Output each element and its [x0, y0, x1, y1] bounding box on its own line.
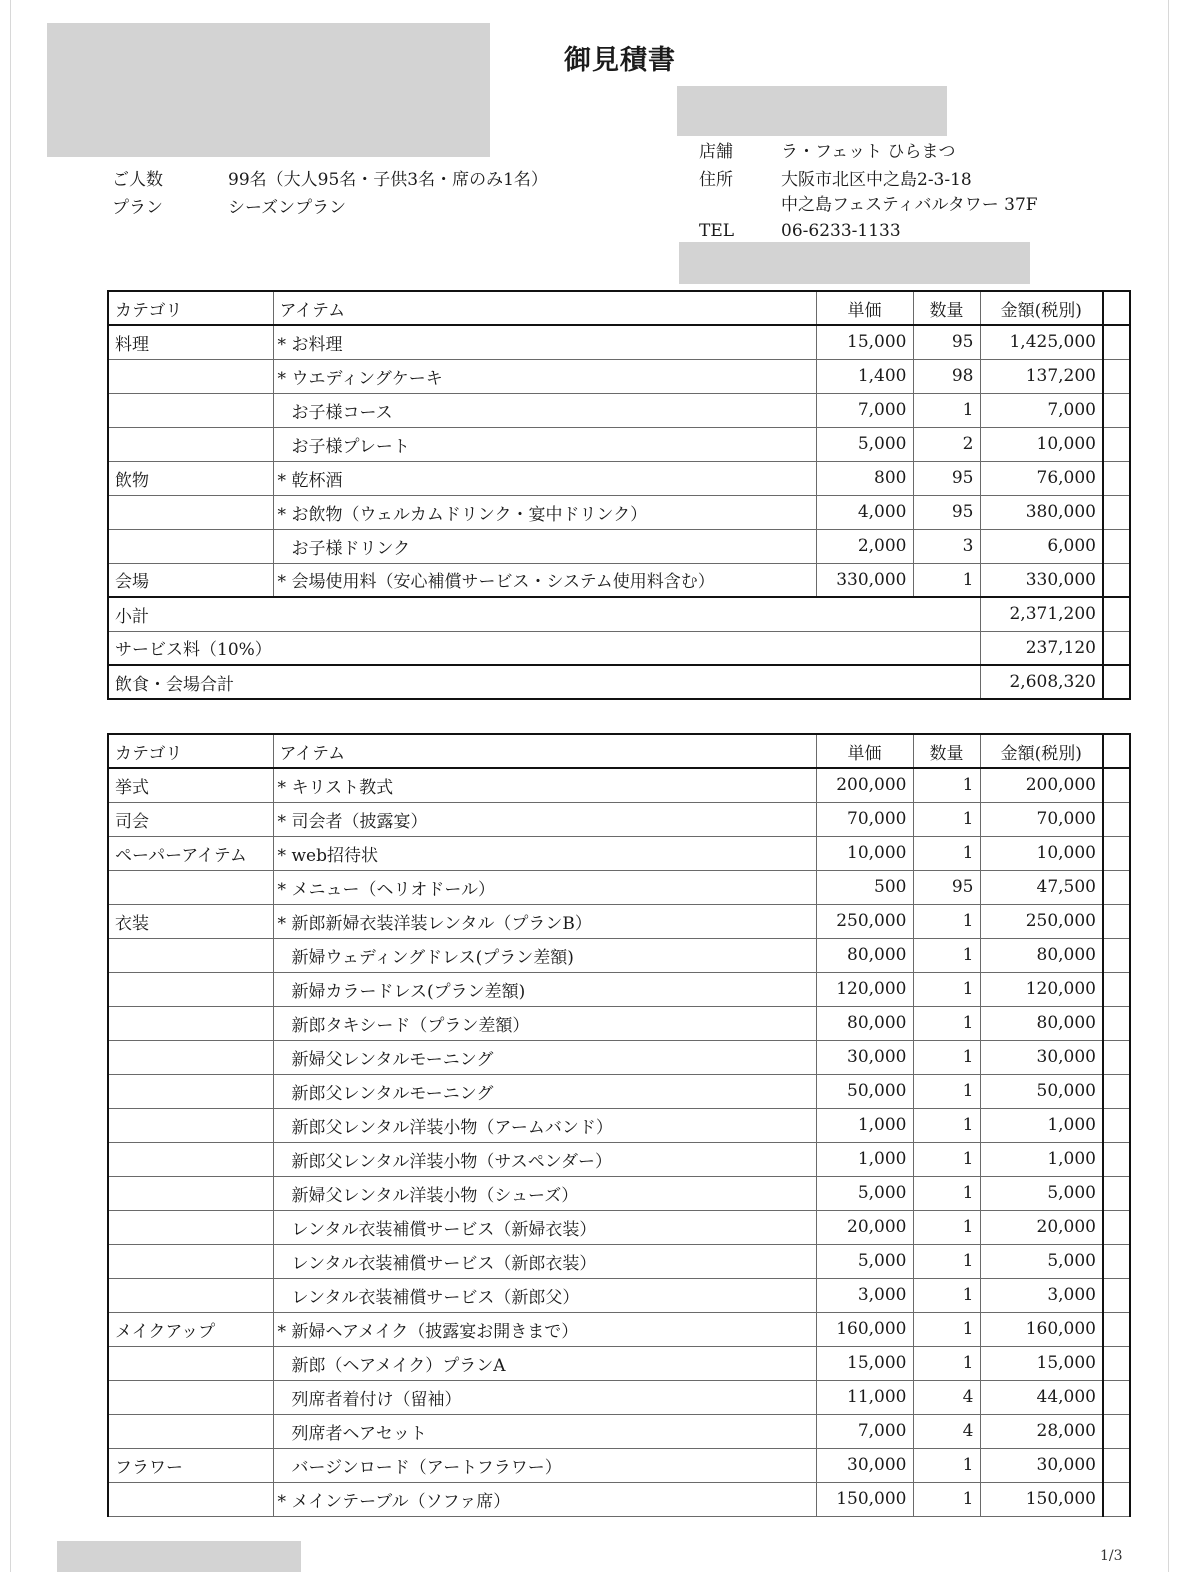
item-name: 新郎（ヘアメイク）プランA [291, 1355, 506, 1376]
table-row [108, 1142, 1130, 1176]
header-amount: 金額(税別) [980, 291, 1103, 325]
row-amount: 20,000 [980, 1210, 1103, 1244]
table-row [108, 1210, 1130, 1244]
row-amount: 1,425,000 [980, 325, 1103, 359]
required-mark: * [277, 572, 286, 593]
food-venue-total-row [108, 665, 1130, 699]
required-mark: * [277, 879, 286, 900]
item-name: 列席者着付け（留袖） [291, 1389, 462, 1410]
row-category [108, 1142, 273, 1176]
row-qty: 1 [913, 1448, 980, 1482]
row-category [108, 1006, 273, 1040]
row-item [273, 768, 816, 802]
row-unit-price: 15,000 [816, 325, 913, 359]
row-item [273, 563, 816, 597]
item-name: 列席者ヘアセット [291, 1423, 427, 1444]
row-qty: 1 [913, 393, 980, 427]
row-qty: 1 [913, 1108, 980, 1142]
row-item [273, 461, 816, 495]
row-item [273, 1482, 816, 1516]
required-mark: * [277, 1491, 286, 1512]
row-category: 司会 [108, 802, 273, 836]
row-extra [1103, 1414, 1130, 1448]
row-extra [1103, 1278, 1130, 1312]
item-name: 新郎新婦衣装洋装レンタル（プランB） [291, 913, 592, 934]
page-number: 1/3 [1100, 1548, 1123, 1564]
row-unit-price: 30,000 [816, 1448, 913, 1482]
item-name: レンタル衣装補償サービス（新郎衣装） [291, 1253, 597, 1274]
row-category [108, 359, 273, 393]
row-unit-price: 7,000 [816, 393, 913, 427]
row-item [273, 1312, 816, 1346]
row-amount: 30,000 [980, 1448, 1103, 1482]
row-extra [1103, 1380, 1130, 1414]
row-extra [1103, 1210, 1130, 1244]
row-category: 料理 [108, 325, 273, 359]
row-amount: 80,000 [980, 1006, 1103, 1040]
row-item [273, 393, 816, 427]
table-row [108, 802, 1130, 836]
plan-label: プラン [112, 198, 163, 218]
row-qty: 4 [913, 1380, 980, 1414]
row-unit-price: 500 [816, 870, 913, 904]
row-extra [1103, 938, 1130, 972]
row-amount: 7,000 [980, 393, 1103, 427]
row-amount: 200,000 [980, 768, 1103, 802]
row-category [108, 1210, 273, 1244]
item-name: キリスト教式 [291, 777, 394, 798]
row-qty: 1 [913, 1312, 980, 1346]
required-mark: * [277, 470, 286, 491]
row-item [273, 529, 816, 563]
item-name: 新婦ウェディングドレス(プラン差額) [291, 947, 574, 968]
plan-value: シーズンプラン [228, 198, 347, 218]
row-extra [1103, 665, 1130, 699]
row-unit-price: 80,000 [816, 938, 913, 972]
row-amount: 1,000 [980, 1108, 1103, 1142]
table-row [108, 427, 1130, 461]
table-row [108, 1244, 1130, 1278]
row-qty: 1 [913, 1244, 980, 1278]
row-amount: 44,000 [980, 1380, 1103, 1414]
row-extra [1103, 904, 1130, 938]
row-item [273, 904, 816, 938]
table-row [108, 1414, 1130, 1448]
row-qty: 1 [913, 563, 980, 597]
row-item [273, 1142, 816, 1176]
row-item [273, 1006, 816, 1040]
row-extra [1103, 427, 1130, 461]
table-row [108, 904, 1130, 938]
address-line-1: 大阪市北区中之島2-3-18 [781, 170, 972, 190]
item-name: ウエディングケーキ [291, 368, 443, 389]
guests-label: ご人数 [112, 170, 163, 190]
tel-value: 06-6233-1133 [781, 221, 901, 241]
shop-label: 店舗 [699, 142, 733, 162]
row-extra [1103, 495, 1130, 529]
item-name: 会場使用料（安心補償サービス・システム使用料含む） [291, 572, 715, 593]
row-unit-price: 50,000 [816, 1074, 913, 1108]
row-item [273, 1210, 816, 1244]
row-amount: 15,000 [980, 1346, 1103, 1380]
item-name: web招待状 [291, 845, 378, 866]
row-extra [1103, 1108, 1130, 1142]
food-venue-total-row-label: 飲食・会場合計 [108, 665, 980, 699]
item-name: 新郎父レンタル洋装小物（アームバンド） [291, 1117, 613, 1138]
row-category: メイクアップ [108, 1312, 273, 1346]
table-row [108, 1312, 1130, 1346]
subtotal-row-value: 2,371,200 [980, 597, 1103, 631]
required-mark: * [277, 913, 286, 934]
food-venue-total-row-value: 2,608,320 [980, 665, 1103, 699]
row-category [108, 870, 273, 904]
row-unit-price: 5,000 [816, 1176, 913, 1210]
table-row [108, 393, 1130, 427]
service-charge-row-label: サービス料（10%） [108, 631, 980, 665]
row-unit-price: 1,400 [816, 359, 913, 393]
row-amount: 3,000 [980, 1278, 1103, 1312]
row-extra [1103, 836, 1130, 870]
shop-value: ラ・フェット ひらまつ [781, 142, 956, 162]
row-qty: 1 [913, 1176, 980, 1210]
row-qty: 98 [913, 359, 980, 393]
row-unit-price: 330,000 [816, 563, 913, 597]
row-amount: 76,000 [980, 461, 1103, 495]
row-unit-price: 160,000 [816, 1312, 913, 1346]
row-unit-price: 11,000 [816, 1380, 913, 1414]
header-item: アイテム [273, 734, 816, 768]
item-name: お料理 [291, 334, 343, 355]
row-extra [1103, 1346, 1130, 1380]
subtotal-row [108, 597, 1130, 631]
required-mark: * [277, 845, 286, 866]
subtotal-row-label: 小計 [108, 597, 980, 631]
row-extra [1103, 1244, 1130, 1278]
row-amount: 160,000 [980, 1312, 1103, 1346]
row-unit-price: 120,000 [816, 972, 913, 1006]
row-qty: 1 [913, 1006, 980, 1040]
row-category [108, 1380, 273, 1414]
required-mark: * [277, 334, 286, 355]
row-unit-price: 250,000 [816, 904, 913, 938]
item-name: 乾杯酒 [291, 470, 343, 491]
row-extra [1103, 870, 1130, 904]
item-name: レンタル衣装補償サービス（新郎父） [291, 1287, 580, 1308]
row-category [108, 529, 273, 563]
item-name: メニュー（ヘリオドール） [291, 879, 495, 900]
row-amount: 47,500 [980, 870, 1103, 904]
row-qty: 1 [913, 1482, 980, 1516]
guests-value: 99名（大人95名・子供3名・席のみ1名） [228, 170, 548, 190]
row-category: 挙式 [108, 768, 273, 802]
row-amount: 50,000 [980, 1074, 1103, 1108]
table-row [108, 1074, 1130, 1108]
table-row [108, 1006, 1130, 1040]
table-row [108, 1346, 1130, 1380]
header-unit-price: 単価 [816, 734, 913, 768]
row-category: フラワー [108, 1448, 273, 1482]
row-category [108, 1414, 273, 1448]
table-row [108, 972, 1130, 1006]
row-qty: 1 [913, 938, 980, 972]
row-extra [1103, 529, 1130, 563]
header-category: カテゴリ [108, 291, 273, 325]
row-qty: 4 [913, 1414, 980, 1448]
row-unit-price: 5,000 [816, 1244, 913, 1278]
row-amount: 120,000 [980, 972, 1103, 1006]
item-name: メインテーブル（ソファ席） [291, 1491, 511, 1512]
table-row [108, 495, 1130, 529]
item-name: レンタル衣装補償サービス（新婦衣装） [291, 1219, 597, 1240]
row-unit-price: 1,000 [816, 1142, 913, 1176]
row-qty: 1 [913, 768, 980, 802]
row-category [108, 972, 273, 1006]
item-name: お子様コース [291, 402, 393, 423]
row-amount: 5,000 [980, 1176, 1103, 1210]
item-name: 新婦父レンタルモーニング [291, 1049, 494, 1070]
table-row [108, 1278, 1130, 1312]
row-unit-price: 20,000 [816, 1210, 913, 1244]
row-qty: 3 [913, 529, 980, 563]
table-row [108, 1040, 1130, 1074]
table-row [108, 325, 1130, 359]
row-qty: 1 [913, 972, 980, 1006]
row-extra [1103, 1176, 1130, 1210]
row-unit-price: 70,000 [816, 802, 913, 836]
page-edge [1168, 0, 1169, 1572]
item-name: お飲物（ウェルカムドリンク・宴中ドリンク） [291, 504, 648, 525]
address-line-2: 中之島フェスティバルタワー 37F [781, 195, 1038, 215]
row-amount: 6,000 [980, 529, 1103, 563]
row-item [273, 972, 816, 1006]
row-item [273, 1176, 816, 1210]
table-row [108, 836, 1130, 870]
row-extra [1103, 1312, 1130, 1346]
row-amount: 30,000 [980, 1040, 1103, 1074]
redaction-block [679, 242, 1030, 284]
row-extra [1103, 1040, 1130, 1074]
table-row [108, 529, 1130, 563]
address-label: 住所 [699, 170, 733, 190]
table-row [108, 938, 1130, 972]
table-header-row [108, 734, 1130, 768]
row-item [273, 938, 816, 972]
row-extra [1103, 1142, 1130, 1176]
row-item [273, 1380, 816, 1414]
header-category: カテゴリ [108, 734, 273, 768]
header-unit-price: 単価 [816, 291, 913, 325]
row-amount: 28,000 [980, 1414, 1103, 1448]
required-mark: * [277, 811, 286, 832]
row-unit-price: 800 [816, 461, 913, 495]
row-amount: 70,000 [980, 802, 1103, 836]
row-item [273, 1414, 816, 1448]
row-qty: 1 [913, 802, 980, 836]
row-unit-price: 2,000 [816, 529, 913, 563]
table-row [108, 461, 1130, 495]
table-row [108, 1108, 1130, 1142]
row-extra [1103, 597, 1130, 631]
header-extra [1103, 291, 1130, 325]
row-qty: 2 [913, 427, 980, 461]
item-name: バージンロード（アートフラワー） [291, 1457, 562, 1478]
row-unit-price: 30,000 [816, 1040, 913, 1074]
row-amount: 5,000 [980, 1244, 1103, 1278]
row-extra [1103, 461, 1130, 495]
row-amount: 10,000 [980, 427, 1103, 461]
table-row [108, 870, 1130, 904]
row-category [108, 1040, 273, 1074]
item-name: 司会者（披露宴） [291, 811, 428, 832]
page-edge [10, 0, 11, 1572]
tel-label: TEL [699, 221, 735, 241]
row-extra [1103, 1482, 1130, 1516]
row-qty: 1 [913, 1278, 980, 1312]
row-extra [1103, 563, 1130, 597]
row-category: 会場 [108, 563, 273, 597]
header-item: アイテム [273, 291, 816, 325]
row-category [108, 427, 273, 461]
service-charge-row [108, 631, 1130, 665]
estimate-table-items [107, 733, 1131, 1517]
row-item [273, 1244, 816, 1278]
row-extra [1103, 631, 1130, 665]
table-row [108, 359, 1130, 393]
row-unit-price: 5,000 [816, 427, 913, 461]
row-item [273, 1346, 816, 1380]
row-amount: 330,000 [980, 563, 1103, 597]
row-item [273, 1278, 816, 1312]
row-amount: 150,000 [980, 1482, 1103, 1516]
row-item [273, 495, 816, 529]
row-item [273, 359, 816, 393]
required-mark: * [277, 368, 286, 389]
row-item [273, 1040, 816, 1074]
row-qty: 1 [913, 1142, 980, 1176]
row-category [108, 1482, 273, 1516]
row-item [273, 427, 816, 461]
row-category [108, 1108, 273, 1142]
row-category: ペーパーアイテム [108, 836, 273, 870]
row-qty: 95 [913, 325, 980, 359]
row-item [273, 802, 816, 836]
item-name: 新郎タキシード（プラン差額） [291, 1015, 530, 1036]
row-qty: 1 [913, 1040, 980, 1074]
item-name: 新婦父レンタル洋装小物（シューズ） [291, 1185, 579, 1206]
row-extra [1103, 1006, 1130, 1040]
row-category [108, 495, 273, 529]
row-unit-price: 200,000 [816, 768, 913, 802]
row-unit-price: 7,000 [816, 1414, 913, 1448]
row-extra [1103, 1448, 1130, 1482]
header-amount: 金額(税別) [980, 734, 1103, 768]
item-name: 新婦ヘアメイク（披露宴お開きまで） [291, 1321, 579, 1342]
row-item [273, 1448, 816, 1482]
item-name: 新郎父レンタル洋装小物（サスペンダー） [291, 1151, 613, 1172]
row-item [273, 1074, 816, 1108]
document-title: 御見積書 [564, 45, 676, 76]
item-name: お子様プレート [291, 436, 410, 457]
required-mark: * [277, 1321, 286, 1342]
row-extra [1103, 359, 1130, 393]
row-category: 衣装 [108, 904, 273, 938]
row-qty: 1 [913, 1210, 980, 1244]
row-amount: 250,000 [980, 904, 1103, 938]
row-item [273, 836, 816, 870]
table-row [108, 768, 1130, 802]
row-amount: 10,000 [980, 836, 1103, 870]
row-extra [1103, 1074, 1130, 1108]
row-category [108, 1176, 273, 1210]
row-category [108, 938, 273, 972]
row-item [273, 325, 816, 359]
item-name: お子様ドリンク [291, 538, 411, 559]
redaction-block [57, 1541, 301, 1572]
row-unit-price: 80,000 [816, 1006, 913, 1040]
row-qty: 95 [913, 461, 980, 495]
row-category [108, 1244, 273, 1278]
row-extra [1103, 393, 1130, 427]
required-mark: * [277, 777, 286, 798]
table-row [108, 1482, 1130, 1516]
row-unit-price: 10,000 [816, 836, 913, 870]
row-qty: 1 [913, 836, 980, 870]
row-amount: 1,000 [980, 1142, 1103, 1176]
row-category [108, 1278, 273, 1312]
table-row [108, 1448, 1130, 1482]
table-row [108, 563, 1130, 597]
table-header-row [108, 291, 1130, 325]
row-extra [1103, 768, 1130, 802]
row-item [273, 870, 816, 904]
table-row [108, 1176, 1130, 1210]
row-category [108, 1346, 273, 1380]
item-name: 新郎父レンタルモーニング [291, 1083, 494, 1104]
row-category [108, 1074, 273, 1108]
row-amount: 380,000 [980, 495, 1103, 529]
header-extra [1103, 734, 1130, 768]
row-unit-price: 4,000 [816, 495, 913, 529]
row-unit-price: 3,000 [816, 1278, 913, 1312]
header-qty: 数量 [913, 734, 980, 768]
row-unit-price: 1,000 [816, 1108, 913, 1142]
row-category: 飲物 [108, 461, 273, 495]
service-charge-row-value: 237,120 [980, 631, 1103, 665]
required-mark: * [277, 504, 286, 525]
row-qty: 95 [913, 870, 980, 904]
row-extra [1103, 972, 1130, 1006]
header-qty: 数量 [913, 291, 980, 325]
table-row [108, 1380, 1130, 1414]
row-qty: 1 [913, 1074, 980, 1108]
row-qty: 1 [913, 904, 980, 938]
row-unit-price: 15,000 [816, 1346, 913, 1380]
row-category [108, 393, 273, 427]
estimate-table-food [107, 290, 1131, 700]
row-qty: 1 [913, 1346, 980, 1380]
redaction-block [677, 86, 947, 136]
row-amount: 137,200 [980, 359, 1103, 393]
row-extra [1103, 802, 1130, 836]
row-qty: 95 [913, 495, 980, 529]
item-name: 新婦カラードレス(プラン差額) [291, 981, 526, 1002]
row-unit-price: 150,000 [816, 1482, 913, 1516]
row-amount: 80,000 [980, 938, 1103, 972]
row-extra [1103, 325, 1130, 359]
row-item [273, 1108, 816, 1142]
